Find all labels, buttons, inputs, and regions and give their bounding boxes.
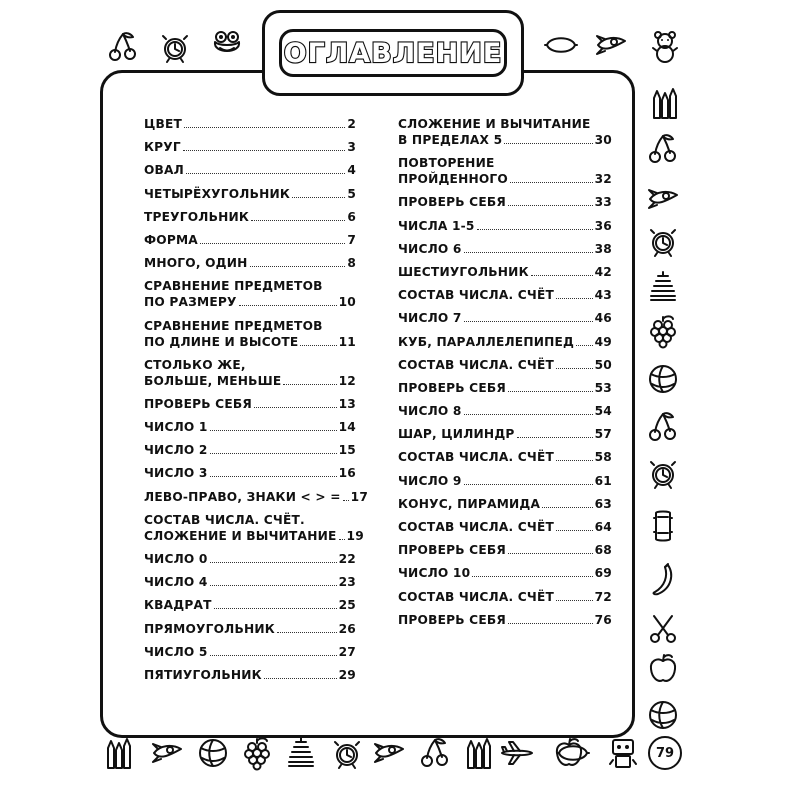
toc-entry [398, 116, 612, 148]
toc-entry [144, 419, 356, 435]
dot-leader [556, 530, 593, 531]
dot-leader [210, 430, 337, 431]
toc-left-column [144, 116, 369, 690]
dot-leader [508, 553, 593, 554]
toc-entry-line [398, 473, 612, 489]
dot-leader [200, 243, 345, 244]
toc-entry-text: ЦВЕТ [144, 117, 183, 131]
frog-icon [210, 28, 244, 62]
toc-page-number: 50 [594, 357, 612, 372]
toc-entry-line [144, 139, 356, 155]
toc-entry [144, 621, 356, 637]
dot-leader [251, 220, 345, 221]
dot-leader [210, 453, 337, 454]
toc-entry-text: ЧИСЛО 3 [144, 466, 208, 481]
dot-leader [464, 321, 593, 322]
lemon-icon [544, 28, 578, 62]
toc-entry [144, 186, 356, 202]
toc-page-number: 38 [594, 241, 612, 256]
toc-entry [398, 287, 612, 303]
toc-entry-line [144, 334, 356, 350]
toc-entry-text: СОСТАВ ЧИСЛА. СЧЁТ [398, 520, 554, 534]
toc-entry [398, 449, 612, 465]
toc-entry-text: ПО РАЗМЕРУ [144, 295, 237, 310]
dot-leader [210, 585, 337, 586]
dot-leader [214, 608, 337, 609]
toc-entry [144, 574, 356, 590]
toc-entry-text: СОСТАВ ЧИСЛА. СЧЁТ [398, 450, 554, 465]
toc-entry [144, 162, 356, 178]
toc-entry-line [398, 132, 612, 148]
dot-leader [510, 182, 593, 183]
toc-entry-line [144, 318, 356, 334]
dot-leader [183, 150, 345, 151]
toc-entry-text: КРУГ [144, 140, 181, 155]
toc-entry-text: ЧИСЛО 9 [398, 473, 462, 488]
toc-entry [144, 278, 356, 310]
banana-icon [646, 562, 680, 596]
toc-entry-text: ОВАЛ [144, 163, 185, 178]
dot-leader [277, 632, 337, 633]
dot-leader [576, 345, 593, 346]
dot-leader [531, 275, 593, 276]
dot-leader [186, 173, 345, 174]
dot-leader [264, 678, 337, 679]
toc-page-number: 32 [594, 172, 612, 187]
cherries-icon [418, 736, 452, 770]
toc-page-number: 19 [346, 528, 364, 543]
toc-page-number: 7 [347, 232, 356, 247]
toc-entry-line [144, 489, 369, 505]
toc-entry-text: СЛОЖЕНИЕ И ВЫЧИТАНИЕ [144, 528, 337, 543]
toc-entry-text: ЧИСЛО 10 [398, 566, 471, 581]
toc-entry-text: ЧИСЛО 6 [398, 241, 462, 256]
toc-entry [398, 218, 612, 234]
toc-entry-text: ПРОВЕРЬ СЕБЯ [398, 380, 506, 395]
toc-entry-text: СОСТАВ ЧИСЛА. СЧЁТ [398, 589, 554, 604]
toc-entry-line [144, 278, 356, 294]
dot-leader [300, 345, 336, 346]
toc-entry-line [144, 528, 364, 544]
dot-leader [556, 368, 593, 369]
toc-entry-line [398, 542, 612, 558]
toc-entry-line [144, 232, 356, 248]
toc-entry [398, 334, 612, 350]
toc-entry-line [144, 574, 356, 590]
toc-entry-text: ЧИСЛА 1-5 [398, 218, 475, 233]
toc-entry [398, 589, 612, 605]
toc-entry-line [398, 334, 612, 350]
toc-entry-line [398, 171, 612, 187]
cherries-icon [646, 410, 680, 444]
toc-entry-line [398, 565, 612, 581]
toc-entry-line [398, 612, 612, 628]
title-inner [279, 29, 507, 77]
lemon-icon [556, 736, 590, 770]
toc-entry [398, 194, 612, 210]
toc-entry [144, 597, 356, 613]
toc-entry-text: БОЛЬШЕ, МЕНЬШЕ [144, 373, 282, 388]
toc-entry [144, 357, 356, 389]
toc-entry [398, 310, 612, 326]
dot-leader [210, 562, 337, 563]
toc-entry [144, 442, 356, 458]
toc-entry-text: КОНУС, ПИРАМИДА [398, 496, 541, 511]
teddy-bear-icon [648, 30, 682, 64]
toc-page-number: 72 [594, 589, 612, 604]
toc-entry-text: ПРОВЕРЬ СЕБЯ [144, 396, 252, 411]
dot-leader [556, 460, 593, 461]
toc-right-column [398, 116, 612, 635]
toc-entry-line [144, 162, 356, 178]
toc-entry-text: ЧЕТЫРЁХУГОЛЬНИК [144, 186, 291, 201]
toc-entry-text: ПРОЙДЕННОГО [398, 172, 508, 187]
dot-leader [250, 266, 346, 267]
toc-entry-line [398, 589, 612, 605]
toc-entry [144, 489, 369, 505]
cherries-icon [106, 30, 140, 64]
dot-leader [464, 484, 593, 485]
alarm-clock-icon [158, 30, 192, 64]
toc-entry [398, 264, 612, 280]
rocket-icon [150, 736, 184, 770]
toc-page-number: 54 [594, 404, 612, 419]
toc-entry [398, 241, 612, 257]
dot-leader [339, 539, 345, 540]
toc-entry-line [144, 419, 356, 435]
toc-entry-text: СРАВНЕНИЕ ПРЕДМЕТОВ [144, 279, 323, 294]
toc-entry-text: КУБ, ПАРАЛЛЕЛЕПИПЕД [398, 334, 575, 349]
toc-entry-line [398, 155, 612, 171]
toc-entry-text: СОСТАВ ЧИСЛА. СЧЁТ [398, 288, 554, 303]
toc-entry-text: СРАВНЕНИЕ ПРЕДМЕТОВ [144, 318, 323, 333]
toc-entry-line [398, 426, 612, 442]
toc-entry-line [144, 186, 356, 202]
toc-entry [144, 667, 356, 683]
toc-page-number: 17 [350, 489, 369, 504]
ball-icon [196, 736, 230, 770]
dot-leader [477, 229, 593, 230]
toc-entry [144, 551, 356, 567]
dot-leader [292, 197, 345, 198]
toc-page-number: 6 [347, 209, 356, 224]
toc-page-number: 36 [594, 218, 612, 233]
alarm-clock-icon [646, 224, 680, 258]
toc-page-number: 15 [338, 443, 356, 458]
toc-entry-line [144, 597, 356, 613]
dot-leader [210, 476, 337, 477]
toc-entry-text: ПРОВЕРЬ СЕБЯ [398, 195, 506, 210]
cherries-icon [646, 132, 680, 166]
toc-entry [144, 396, 356, 412]
toc-page-number: 27 [338, 644, 356, 659]
toc-entry [398, 473, 612, 489]
toc-entry-text: ЧИСЛО 5 [144, 644, 208, 659]
toc-entry [144, 318, 356, 350]
dot-leader [542, 507, 593, 508]
toc-entry-line [144, 255, 356, 271]
toc-page-number: 13 [338, 396, 356, 411]
dot-leader [504, 143, 592, 144]
toc-page-number: 49 [594, 334, 612, 349]
robot-icon [606, 736, 640, 770]
toc-entry-text: КВАДРАТ [144, 598, 212, 613]
toc-entry-text: ТРЕУГОЛЬНИК [144, 209, 250, 224]
toc-entry-line [398, 241, 612, 257]
toc-entry [398, 426, 612, 442]
toc-entry-line [144, 116, 356, 132]
toc-entry-text: ПРОВЕРЬ СЕБЯ [398, 612, 506, 627]
toc-entry [144, 139, 356, 155]
toc-entry [144, 512, 364, 544]
airplane-icon [500, 736, 534, 770]
toc-entry-line [398, 194, 612, 210]
toc-entry-line [144, 209, 356, 225]
toc-entry [398, 542, 612, 558]
toc-entry-text: ПЯТИУГОЛЬНИК [144, 667, 262, 682]
toc-page-number: 68 [594, 543, 612, 558]
ball-icon [646, 362, 680, 396]
apple-icon [646, 652, 680, 686]
toc-entry-line [398, 310, 612, 326]
dot-leader [184, 127, 345, 128]
toc-entry-line [398, 264, 612, 280]
toc-entry [144, 209, 356, 225]
toc-page-number: 4 [347, 163, 356, 178]
toc-entry [398, 403, 612, 419]
dot-leader [472, 576, 592, 577]
toc-entry [144, 644, 356, 660]
toc-entry-line [398, 218, 612, 234]
toc-entry-text: ШЕСТИУГОЛЬНИК [398, 264, 529, 279]
toc-page-number: 53 [594, 380, 612, 395]
toc-page-number: 26 [338, 621, 356, 636]
toc-entry-text: ШАР, ЦИЛИНДР [398, 427, 515, 442]
toc-entry-text: СОСТАВ ЧИСЛА. СЧЁТ. [144, 512, 305, 527]
toc-entry-line [144, 551, 356, 567]
dot-leader [210, 655, 337, 656]
toc-page-number: 23 [338, 575, 356, 590]
dot-leader [508, 623, 593, 624]
grapes-icon [240, 736, 274, 770]
page-number: 79 [648, 736, 682, 770]
toc-page-number: 25 [338, 598, 356, 613]
alarm-clock-icon [646, 456, 680, 490]
toc-page-number: 2 [347, 117, 356, 131]
rocket-icon [372, 736, 406, 770]
title-plate [262, 10, 524, 96]
alarm-clock-icon [330, 736, 364, 770]
toc-entry-line [398, 496, 612, 512]
dot-leader [556, 298, 593, 299]
toc-page-number: 33 [594, 195, 612, 210]
toc-entry-text: ПРЯМОУГОЛЬНИК [144, 621, 275, 636]
toc-entry-text: ЧИСЛО 2 [144, 443, 208, 458]
crayons-icon [646, 86, 680, 120]
dot-leader [508, 391, 593, 392]
toc-entry [398, 496, 612, 512]
toc-entry-text: ПОВТОРЕНИЕ [398, 156, 495, 171]
toc-entry-line [144, 621, 356, 637]
toc-entry-text: МНОГО, ОДИН [144, 256, 248, 271]
crayons-icon [460, 736, 494, 770]
toc-entry-line [144, 512, 356, 528]
toc-entry-text: ЧИСЛО 8 [398, 404, 462, 419]
pyramid-toy-icon [284, 736, 318, 770]
toc-entry [398, 519, 612, 535]
toc-entry-line [144, 465, 356, 481]
toc-page-number: 64 [594, 520, 612, 534]
toc-page-number: 29 [338, 667, 356, 682]
toc-page-number: 11 [338, 334, 356, 349]
crayons-icon [100, 736, 134, 770]
toc-entry-text: ФОРМА [144, 232, 198, 247]
toc-entry-text: ЧИСЛО 1 [144, 420, 208, 435]
toc-page-number: 43 [594, 288, 612, 303]
toc-entry-line [144, 396, 356, 412]
toc-entry-line [144, 644, 356, 660]
toc-entry-line [398, 357, 612, 373]
toc-page-number: 57 [594, 427, 612, 442]
toc-entry [398, 565, 612, 581]
dot-leader [464, 414, 593, 415]
rocket-icon [646, 182, 680, 216]
toc-entry-line [144, 373, 356, 389]
toc-page-number: 14 [338, 420, 356, 435]
toc-entry-line [144, 442, 356, 458]
toc-entry [398, 612, 612, 628]
grapes-icon [646, 314, 680, 348]
toc-entry-text: СЛОЖЕНИЕ И ВЫЧИТАНИЕ [398, 117, 591, 131]
toc-page-number: 10 [338, 295, 356, 310]
toc-page-number: 5 [347, 186, 356, 201]
dot-leader [283, 384, 336, 385]
toc-entry [144, 232, 356, 248]
dot-leader [508, 205, 593, 206]
toc-page-number: 69 [594, 566, 612, 581]
toc-entry-line [398, 403, 612, 419]
toc-page-number: 12 [338, 373, 356, 388]
toc-entry [398, 357, 612, 373]
dot-leader [517, 437, 593, 438]
toc-entry-text: ЧИСЛО 0 [144, 552, 208, 566]
car-icon [646, 508, 680, 542]
page-title: ОГЛАВЛЕНИЕ [283, 37, 503, 69]
toc-entry [144, 465, 356, 481]
toc-page-number: 42 [594, 264, 612, 279]
ball-icon [646, 698, 680, 732]
toc-page-number: 58 [594, 450, 612, 465]
toc-entry-text: ПРОВЕРЬ СЕБЯ [398, 543, 506, 558]
toc-page-number: 22 [338, 552, 356, 566]
toc-entry [398, 155, 612, 187]
toc-entry-line [398, 380, 612, 396]
toc-entry [144, 116, 356, 132]
toc-entry-text: СОСТАВ ЧИСЛА. СЧЁТ [398, 357, 554, 372]
rocket-icon [594, 28, 628, 62]
toc-entry-line [398, 519, 612, 535]
dot-leader [343, 500, 349, 501]
toc-entry-line [144, 357, 356, 373]
dot-leader [464, 252, 593, 253]
toc-entry-line [398, 449, 612, 465]
toc-entry [398, 380, 612, 396]
toc-entry-text: ЛЕВО-ПРАВО, ЗНАКИ < > = [144, 489, 341, 504]
pyramid-toy-icon [646, 270, 680, 304]
dot-leader [556, 600, 593, 601]
toc-page-number: 46 [594, 311, 612, 326]
toc-entry-line [144, 667, 356, 683]
dot-leader [254, 407, 337, 408]
toc-page-number: 76 [594, 612, 612, 627]
toc-entry-text: ПО ДЛИНЕ И ВЫСОТЕ [144, 334, 299, 349]
toc-entry-text: ЧИСЛО 4 [144, 575, 208, 590]
dot-leader [239, 305, 337, 306]
toc-page-number: 61 [594, 473, 612, 488]
toc-entry-line [398, 287, 612, 303]
toc-entry-text: В ПРЕДЕЛАХ 5 [398, 133, 503, 147]
toc-page-number: 16 [338, 466, 356, 481]
toc-page-number: 8 [347, 256, 356, 271]
toc-entry-text: СТОЛЬКО ЖЕ, [144, 357, 246, 372]
toc-page-number: 30 [594, 133, 612, 147]
toc-entry-line [144, 294, 356, 310]
scissors-icon [646, 612, 680, 646]
toc-entry [144, 255, 356, 271]
toc-entry-line [398, 116, 612, 132]
toc-page-number: 63 [594, 496, 612, 511]
toc-page-number: 3 [347, 140, 356, 155]
toc-entry-text: ЧИСЛО 7 [398, 311, 462, 326]
